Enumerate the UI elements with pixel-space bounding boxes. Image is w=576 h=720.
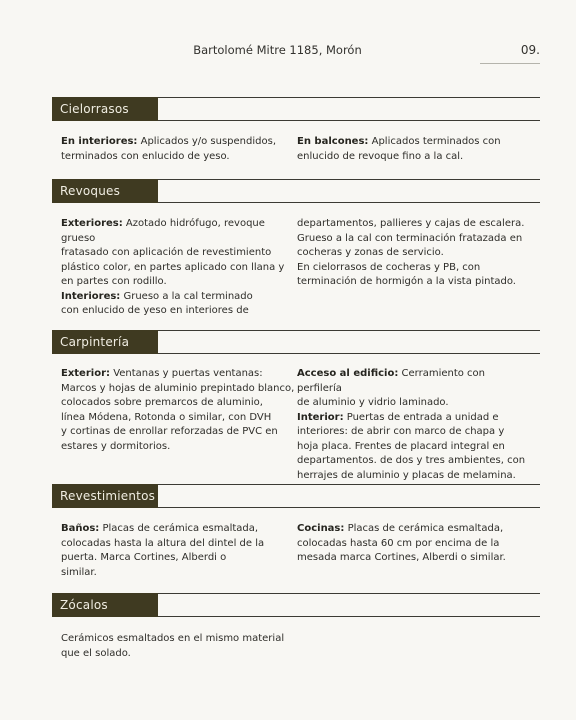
- text-line-body: herrajes de aluminio y placas de melamina.: [297, 469, 516, 481]
- text-line: [61, 425, 297, 440]
- text-line-body: Placas de cerámica esmaltada,: [344, 523, 504, 534]
- section-title: Revestimientos: [52, 484, 158, 508]
- text-line: [297, 261, 533, 276]
- text-line: [297, 150, 533, 165]
- text-line-body: estares y dormitorios.: [61, 440, 171, 452]
- text-line: [61, 150, 297, 165]
- section-title: Cielorrasos: [52, 97, 158, 121]
- text-line-label: En balcones:: [297, 136, 369, 147]
- text-line: [297, 425, 533, 440]
- text-line-body: terminados con enlucido de yeso.: [61, 150, 230, 162]
- section-revoques-right-column: [297, 217, 533, 290]
- text-line-body: Cerramiento con perfilería: [297, 368, 486, 394]
- text-line: [297, 440, 533, 455]
- text-line-body: cocheras y zonas de servicio.: [297, 247, 444, 258]
- text-line: [61, 411, 297, 426]
- text-line-body: terminación de hormigón a la vista pintado.: [297, 276, 516, 287]
- text-line: [61, 275, 297, 290]
- text-line: [61, 246, 297, 261]
- text-line: [61, 522, 297, 537]
- text-line: [61, 367, 297, 382]
- section-header-carpinteria: [52, 330, 540, 354]
- section-zocalos-left-column: [61, 632, 297, 661]
- text-line-body: Puertas de entrada a unidad e: [343, 411, 499, 423]
- section-carpinteria-right-column: [297, 367, 533, 483]
- section-header-cielorrasos: [52, 97, 540, 121]
- text-line-label: Acceso al edificio:: [297, 368, 399, 379]
- text-line: [61, 632, 297, 647]
- text-line-body: interiores: de abrir con marco de chapa y: [297, 426, 505, 437]
- text-line: [297, 396, 533, 411]
- text-line-body: Grueso a la cal con terminación fratazada en: [297, 232, 523, 244]
- text-line-body: departamentos, pallieres y cajas de escalera.: [297, 218, 525, 229]
- text-line: [297, 469, 533, 484]
- text-line: [61, 440, 297, 455]
- text-line-label: Cocinas:: [297, 523, 345, 534]
- text-line: [61, 566, 297, 581]
- text-line-body: similar.: [61, 566, 97, 578]
- text-line-body: con enlucido de yeso en interiores de: [61, 305, 249, 316]
- page-number-rule: [480, 63, 540, 64]
- text-line: [61, 217, 297, 246]
- text-line-body: fratasado con aplicación de revestimiento: [61, 247, 272, 258]
- text-line: [61, 290, 297, 305]
- section-header-zocalos: [52, 593, 540, 617]
- text-line-body: Placas de cerámica esmaltada,: [99, 523, 259, 534]
- text-line: [297, 411, 533, 426]
- text-line: [297, 454, 533, 469]
- section-header-revoques: [52, 179, 540, 203]
- section-revestimientos-left-column: [61, 522, 297, 580]
- section-header-revestimientos: [52, 484, 540, 508]
- text-line-body: departamentos. de dos y tres ambientes, con: [297, 455, 526, 466]
- text-line-body: colocados sobre premarcos de aluminio,: [61, 397, 263, 408]
- text-line-body: y cortinas de enrollar reforzadas de PVC en: [61, 426, 278, 437]
- text-line-body: plástico color, en partes aplicado con llana y: [61, 261, 285, 273]
- text-line-body: Marcos y hojas de aluminio prepintado blanco,: [61, 382, 295, 394]
- section-title: Carpintería: [52, 330, 158, 354]
- text-line: [61, 537, 297, 552]
- text-line-body: Azotado hidrófugo, revoque grueso: [61, 218, 265, 244]
- text-line: [297, 367, 533, 396]
- text-line-label: Interiores:: [61, 290, 121, 302]
- text-line: [61, 135, 297, 150]
- text-line: [61, 304, 297, 319]
- text-line-body: de aluminio y vidrio laminado.: [297, 397, 449, 408]
- section-cielorrasos-left-column: [61, 135, 297, 164]
- text-line-body: enlucido de revoque fino a la cal.: [297, 150, 464, 162]
- text-line-body: en partes con rodillo.: [61, 276, 167, 287]
- text-line-label: Baños:: [61, 523, 100, 534]
- text-line: [297, 135, 533, 150]
- text-line-body: En cielorrasos de cocheras y PB, con: [297, 261, 481, 273]
- text-line-body: Grueso a la cal terminado: [120, 290, 253, 302]
- text-line-body: línea Módena, Rotonda o similar, con DVH: [61, 411, 272, 423]
- text-line: [61, 382, 297, 397]
- text-line-body: colocadas hasta la altura del dintel de la: [61, 537, 265, 549]
- text-line-body: hoja placa. Frentes de placard integral en: [297, 440, 505, 452]
- section-title: Revoques: [52, 179, 158, 203]
- text-line: [61, 551, 297, 566]
- text-line: [297, 551, 533, 566]
- header-address: Bartolomé Mitre 1185, Morón: [193, 43, 362, 57]
- text-line: [61, 647, 297, 662]
- section-title: Zócalos: [52, 593, 158, 617]
- text-line: [61, 261, 297, 276]
- text-line-label: En interiores:: [61, 136, 138, 147]
- text-line-body: que el solado.: [61, 647, 131, 659]
- text-line-body: mesada marca Cortines, Alberdi o similar.: [297, 552, 506, 563]
- text-line: [297, 537, 533, 552]
- text-line: [297, 232, 533, 247]
- text-line-body: Aplicados y/o suspendidos,: [137, 136, 277, 147]
- section-cielorrasos-right-column: [297, 135, 533, 164]
- text-line: [297, 217, 533, 232]
- text-line: [297, 246, 533, 261]
- text-line-body: colocadas hasta 60 cm por encima de la: [297, 537, 500, 549]
- text-line-label: Interior:: [297, 411, 344, 423]
- text-line: [297, 522, 533, 537]
- page-number: 09.: [520, 43, 540, 57]
- section-revestimientos-right-column: [297, 522, 533, 566]
- text-line-body: puerta. Marca Cortines, Alberdi o: [61, 552, 227, 563]
- text-line-body: Cerámicos esmaltados en el mismo material: [61, 633, 285, 644]
- section-revoques-left-column: [61, 217, 297, 319]
- section-carpinteria-left-column: [61, 367, 297, 454]
- text-line-body: Aplicados terminados con: [368, 136, 501, 147]
- text-line-label: Exteriores:: [61, 218, 123, 229]
- text-line-label: Exterior:: [61, 368, 111, 379]
- text-line-body: Ventanas y puertas ventanas:: [110, 368, 263, 379]
- text-line: [297, 275, 533, 290]
- text-line: [61, 396, 297, 411]
